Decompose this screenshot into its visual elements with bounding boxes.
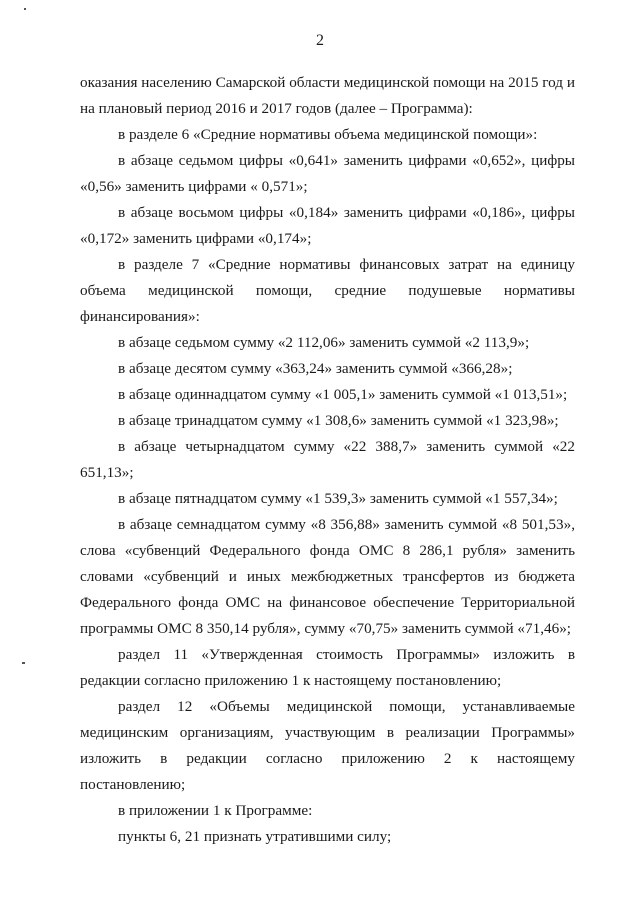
paragraph: в абзаце восьмом цифры «0,184» заменить цифрами «0,186», цифры «0,172» заменить цифрами «0,174»; — [80, 204, 575, 247]
paragraph: раздел 11 «Утвержденная стоимость Программы» изложить в редакции согласно приложению 1 к настоящему постановлению; — [80, 646, 575, 689]
paragraph: пункты 6, 21 признать утратившими силу; — [118, 828, 392, 845]
scan-mark-side — [22, 662, 25, 664]
paragraph: в абзаце десятом сумму «363,24» заменить суммой «366,28»; — [118, 360, 513, 377]
paragraph: в разделе 6 «Средние нормативы объема медицинской помощи»: — [118, 126, 538, 143]
paragraph: раздел 12 «Объемы медицинской помощи, устанавливаемые медицинским организациям, участвующим в реализации Программы» изложить в редакции согласно приложению 2 к настоящему постановлению; — [80, 698, 575, 793]
paragraph: в абзаце седьмом сумму «2 112,06» заменить суммой «2 113,9»; — [118, 334, 530, 351]
paragraph: в абзаце седьмом цифры «0,641» заменить цифрами «0,652», цифры «0,56» заменить цифрами « 0,571»; — [80, 152, 575, 195]
paragraph: в абзаце одиннадцатом сумму «1 005,1» заменить суммой «1 013,51»; — [118, 386, 568, 403]
page-number: 2 — [316, 32, 324, 49]
paragraph: в приложении 1 к Программе: — [118, 802, 313, 819]
paragraph: в абзаце четырнадцатом сумму «22 388,7» заменить суммой «22 651,13»; — [80, 438, 575, 481]
paragraph: оказания населению Самарской области медицинской помощи на 2015 год и на плановый период 2016 и 2017 годов (далее – Программа): — [80, 74, 575, 117]
document-body — [80, 70, 575, 850]
paragraph: в абзаце тринадцатом сумму «1 308,6» заменить суммой «1 323,98»; — [118, 412, 559, 429]
paragraph: в разделе 7 «Средние нормативы финансовых затрат на единицу объема медицинской помощи, средние подушевые нормативы финансирования»: — [80, 256, 575, 325]
paragraph: в абзаце семнадцатом сумму «8 356,88» заменить суммой «8 501,53», слова «субвенций Федерального фонда ОМС 8 286,1 рубля» заменить словами «субвенций и иных межбюджетных трансфертов из бюджета Федерального фонда ОМС на финансовое обеспечение Территориальной программы ОМС 8 350,14 рубля», сумму «70,75» заменить суммой «71,46»; — [80, 516, 575, 637]
paragraph: в абзаце пятнадцатом сумму «1 539,3» заменить суммой «1 557,34»; — [118, 490, 558, 507]
scan-mark-top — [24, 8, 26, 10]
